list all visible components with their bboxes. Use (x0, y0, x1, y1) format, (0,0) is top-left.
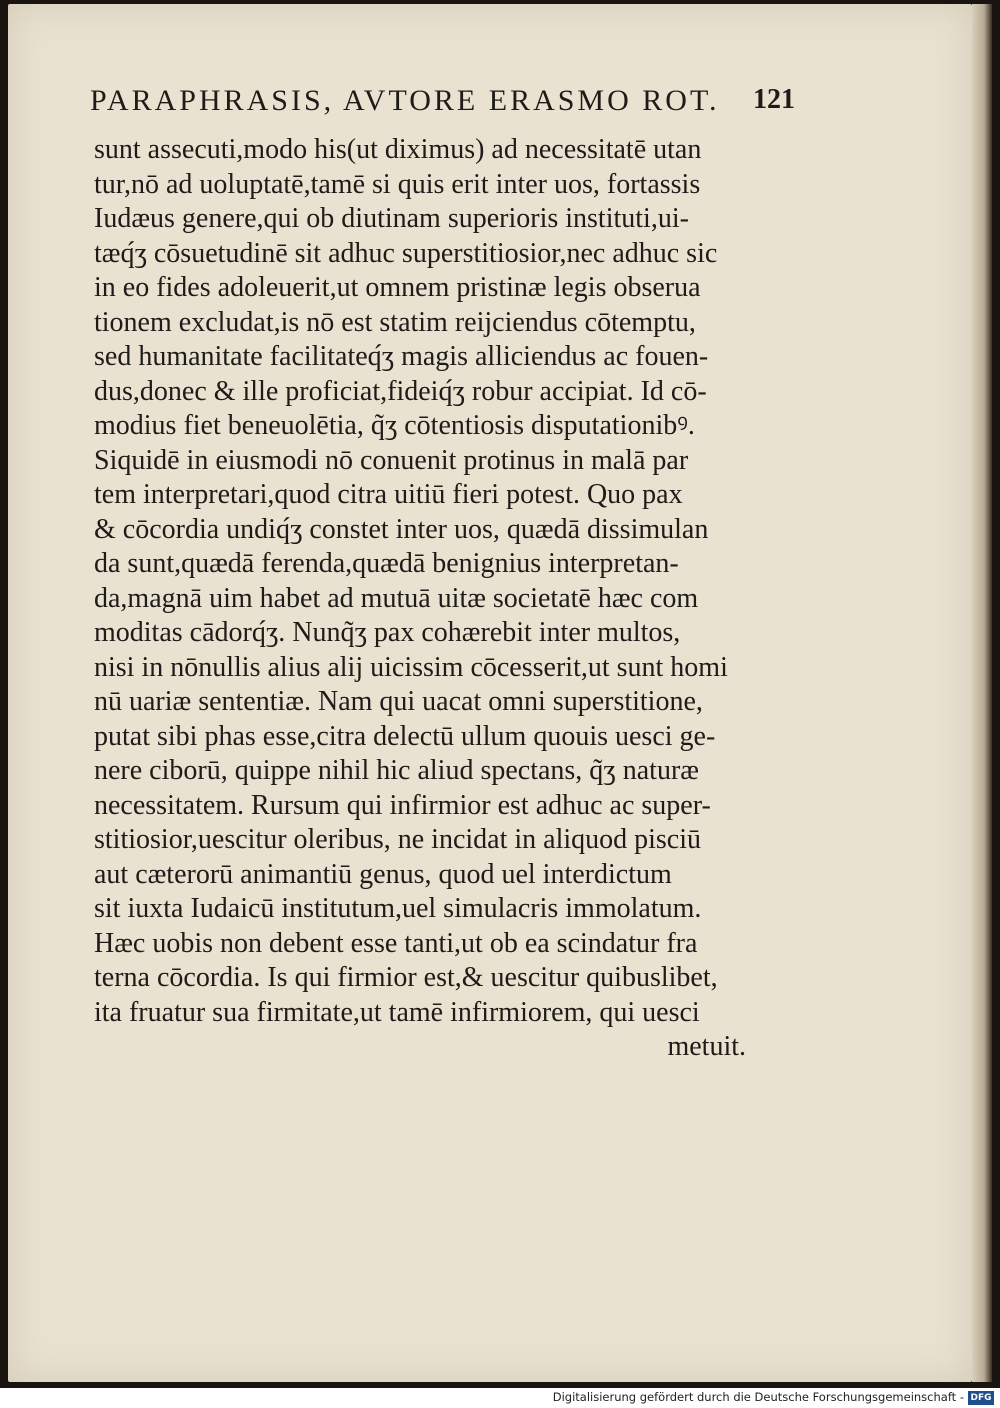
text-line: tem interpretari,quod citra uitiū fieri potest. Quo pax (94, 479, 683, 510)
text-line: sit iuxta Iudaicū institutum,uel simulacris immolatum. (94, 893, 702, 924)
text-line: Hæc uobis non debent esse tanti,ut ob ea scindatur fra (94, 927, 698, 959)
text-line: da sunt,quædā ferenda,quædā benignius interpretan- (94, 548, 679, 579)
text-line: putat sibi phas esse,citra delectū ullum quouis uesci ge- (94, 720, 716, 752)
dfg-logo: DFG (968, 1391, 994, 1405)
text-line: tionem excludat,is nō est statim reijciendus cōtemptu, (94, 306, 696, 338)
text-line: nū uariæ sententiæ. Nam qui uacat omni superstitione, (94, 686, 703, 717)
text-line: modius fiet beneuolētia, q̃ʒ cōtentiosis disputationibꝰ. (94, 410, 695, 441)
body-text (94, 133, 774, 1065)
running-head (90, 84, 795, 124)
text-line: aut cæterorū animantiū genus, quod uel interdictum (94, 858, 672, 890)
text-line: terna cōcordia. Is qui firmior est,& uescitur quibuslibet, (94, 962, 718, 993)
text-line: nere ciborū, quippe nihil hic aliud spectans, q̃ʒ naturæ (94, 755, 699, 786)
text-line: sed humanitate facilitateq́ʒ magis alliciendus ac fouen- (94, 341, 709, 372)
text-line: necessitatem. Rursum qui infirmior est adhuc ac super- (94, 789, 711, 821)
funding-note: Digitalisierung gefördert durch die Deutsche Forschungsgemeinschaft - (552, 1390, 964, 1404)
page-edge (972, 4, 992, 1382)
text-line: Iudæus genere,qui ob diutinam superioris instituti,ui- (94, 203, 689, 234)
text-line: nisi in nōnullis alius alij uicissim cōcesserit,ut sunt homi (94, 651, 728, 683)
catchword: metuit. (667, 1031, 746, 1062)
text-line: da,magnā uim habet ad mutuā uitæ societatē hæc com (94, 582, 699, 614)
text-line: tur,nō ad uoluptatē,tamē si quis erit inter uos, fortassis (94, 168, 701, 200)
text-line: ita fruatur sua firmitate,ut tamē infirmiorem, qui uesci (94, 996, 700, 1028)
text-line: moditas cādorq́ʒ. Nunq̃ʒ pax cohærebit inter multos, (94, 617, 681, 648)
page-number: 121 (753, 84, 795, 115)
text-line: Siquidē in eiusmodi nō conuenit protinus in malā par (94, 444, 689, 476)
running-head-title: PARAPHRASIS, AVTORE ERASMO ROT. (90, 84, 720, 117)
text-line: tæq́ʒ cōsuetudinē sit adhuc superstitiosior,nec adhuc sic (94, 237, 718, 269)
text-line: stitiosior,uescitur oleribus, ne incidat in aliquod pisciū (94, 824, 702, 855)
text-line: sunt assecuti,modo his(ut diximus) ad necessitatē utan (94, 134, 702, 165)
text-line: in eo fides adoleuerit,ut omnem pristinæ legis obserua (94, 272, 701, 303)
text-line: dus,donec & ille proficiat,fideiq́ʒ robur accipiat. Id cō- (94, 375, 707, 407)
text-line: & cōcordia undiq́ʒ constet inter uos, quædā dissimulan (94, 513, 709, 545)
